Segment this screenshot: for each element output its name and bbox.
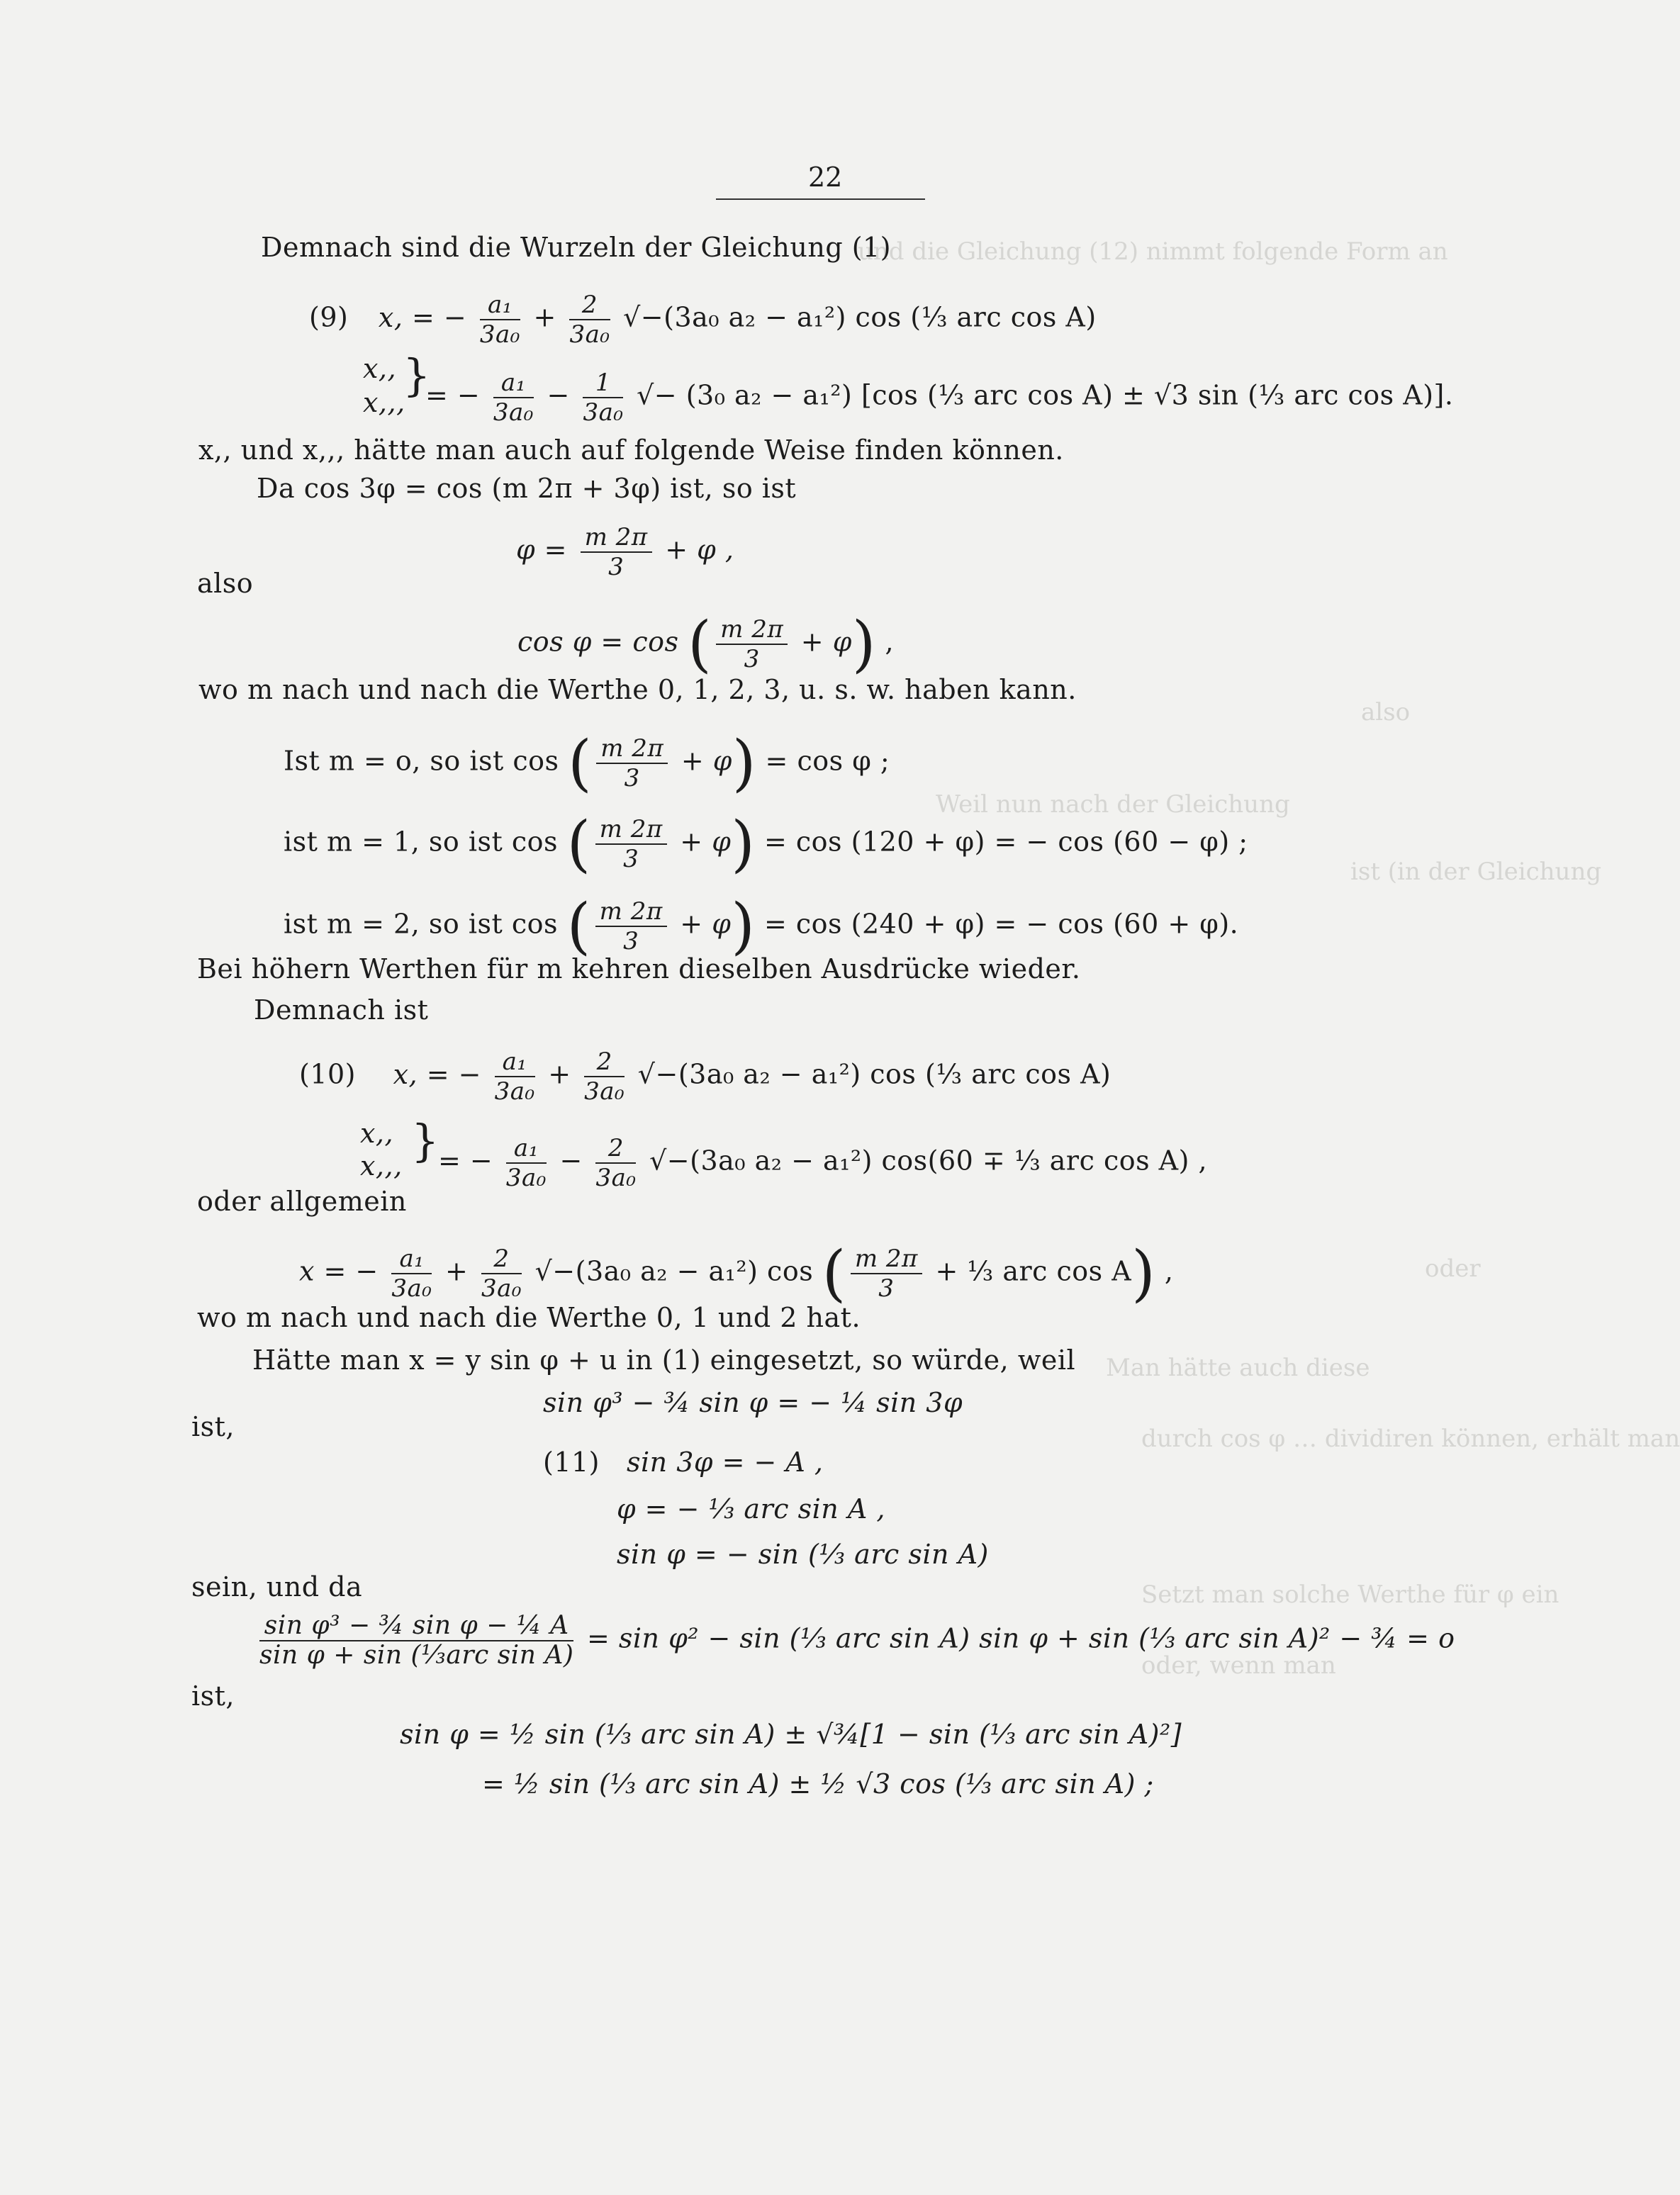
bleed-through-text: ist (in der Gleichung [1350,858,1602,886]
fraction-denominator: 3a₀ [505,1164,547,1192]
paren-close: ) [1131,1238,1156,1309]
text-line: wo m nach und nach die Werthe 0, 1, 2, 3, u. s. w. haben kann. [198,674,1077,705]
fraction [506,1134,547,1192]
fraction-numerator: 2 [595,1134,636,1164]
equation-lhs: Ist m = o, so ist cos [284,745,559,777]
fraction [391,1245,432,1303]
fraction-numerator: m 2π [595,815,667,845]
fraction-denominator: 3a₀ [595,1164,637,1192]
equation-sin-phi: sin φ = ½ sin (⅓ arc sin A) ± √¾[1 − sin (⅓ arc sin A)²] [400,1719,1182,1750]
variable-x2: x,, [363,353,397,384]
equation-lhs: = − [425,379,481,411]
equation-tail: + ⅓ arc cos A [935,1255,1132,1287]
equation-general [299,1238,1174,1309]
fraction-denominator: 3a₀ [493,398,534,427]
fraction-tail: + φ [680,908,732,940]
text-line: Bei höhern Werthen für m kehren dieselben Ausdrücke wieder. [197,953,1081,984]
operator: + [548,1058,571,1090]
fraction-denominator: 3a₀ [391,1274,432,1303]
fraction [569,291,610,349]
equation-label: (9) [309,301,349,333]
fraction-numerator: a₁ [495,1048,535,1077]
equation-lhs: x = − [299,1255,379,1287]
fraction-denominator: 3a₀ [481,1274,522,1303]
fraction-numerator: a₁ [506,1134,547,1164]
variable-x3: x,,, [360,1150,403,1181]
equation-rest: + φ , [665,534,734,566]
fraction [595,1134,636,1192]
operator: + [445,1255,469,1287]
paren-close: ) [731,809,756,880]
fraction [480,291,520,349]
operator: − [547,379,570,411]
bleed-through-text: und die Gleichung (12) nimmt folgende Form an [858,237,1448,266]
fraction [716,615,788,673]
equation-rest: + φ [800,626,852,658]
punctuation: , [1164,1255,1174,1287]
fraction-denominator: 3 [624,764,640,792]
equation-rhs: = sin φ² − sin (⅓ arc sin A) sin φ + sin (⅓ arc sin A)² − ¾ = o [586,1622,1455,1654]
fraction-numerator: sin φ³ − ¾ sin φ − ¼ A [259,1612,573,1641]
bleed-through-text: oder, wenn man [1141,1651,1336,1680]
fraction-numerator: 2 [584,1048,625,1077]
variable-x2: x,, [360,1118,394,1149]
text-line: oder allgemein [197,1186,407,1217]
fraction [584,1048,625,1106]
equation-phi [516,523,734,581]
equation-lhs: cos φ = cos [517,626,679,658]
equation-rest: √−(3a₀ a₂ − a₁²) cos(60 ∓ ⅓ arc cos A) , [649,1145,1208,1177]
bleed-through-text: Man hätte auch diese [1106,1354,1370,1382]
paren-open: ( [822,1238,846,1309]
equation-11a: sin 3φ = − A , [627,1447,824,1478]
fraction [583,369,623,427]
text-line: Demnach sind die Wurzeln der Gleichung (1) [261,232,892,263]
brace: } [411,1115,439,1167]
equation-9 [309,291,1097,349]
fraction [595,815,667,873]
fraction [493,369,534,427]
paren-close: ) [851,609,876,680]
variable-x3: x,,, [363,387,405,418]
equation-rhs: = cos φ ; [765,745,890,777]
fraction [259,1612,573,1670]
equation-11c: sin φ = − sin (⅓ arc sin A) [617,1539,989,1570]
operator: + [533,301,556,333]
equation-rest: √− (3₀ a₂ − a₁²) [cos (⅓ arc cos A) ± √3 sin (⅓ arc cos A)]. [637,379,1454,411]
fraction-denominator: 3a₀ [494,1077,535,1106]
page-number-rule [716,198,925,200]
fraction-tail: + φ [681,745,732,777]
paren-open: ( [568,728,593,799]
equation-lhs: ist m = 1, so ist cos [284,826,558,858]
equation-m0 [284,728,890,799]
text-line: Da cos 3φ = cos (m 2π + 3φ) ist, so ist [257,473,797,504]
equation-10b [438,1134,1207,1192]
paren-open: ( [566,891,591,962]
equation-lhs: = − [438,1145,493,1177]
paren-open: ( [688,609,712,680]
equation-quotient [259,1612,1455,1670]
bleed-through-text: oder [1425,1254,1481,1283]
bleed-through-text: Setzt man solche Werthe für φ ein [1141,1581,1559,1609]
equation-rest: √−(3a₀ a₂ − a₁²) cos (⅓ arc cos A) [637,1058,1111,1090]
bleed-through-text: Weil nun nach der Gleichung [936,790,1290,819]
fraction-denominator: sin φ + sin (⅓arc sin A) [259,1641,574,1670]
bleed-through-text: also [1361,698,1411,726]
text-line: sein, und da [191,1571,363,1602]
equation-9b [425,369,1453,427]
punctuation: , [885,626,895,658]
fraction-denominator: 3 [623,927,639,955]
equation-cos-phi [517,609,895,680]
fraction-numerator: m 2π [851,1245,922,1274]
fraction-numerator: m 2π [581,523,652,553]
fraction-denominator: 3 [744,645,760,673]
text-line: ist, [191,1411,235,1442]
equation-lhs: x, = − [378,301,467,333]
fraction-numerator: 2 [481,1245,522,1274]
fraction-numerator: 2 [569,291,610,320]
brace: } [403,349,431,401]
text-line: Hätte man x = y sin φ + u in (1) eingesetzt, so würde, weil [252,1344,1076,1376]
fraction-denominator: 3a₀ [479,320,520,349]
fraction-denominator: 3a₀ [583,398,624,427]
fraction [581,523,652,581]
fraction [851,1245,922,1303]
text-line: Demnach ist [254,994,429,1026]
text-line: ist, [191,1680,235,1712]
text-line: x,, und x,,, hätte man auch auf folgende Weise finden können. [198,434,1064,466]
paren-open: ( [566,809,591,880]
equation-rhs: = cos (120 + φ) = − cos (60 − φ) ; [763,826,1248,858]
fraction-denominator: 3 [623,845,639,873]
fraction [595,897,667,955]
fraction-denominator: 3 [608,553,625,581]
equation-lhs: φ = [516,534,568,566]
equation-11b: φ = − ⅓ arc sin A , [617,1493,885,1525]
fraction-numerator: m 2π [716,615,788,645]
fraction-numerator: a₁ [480,291,520,320]
equation-sin-phi-cont: = ½ sin (⅓ arc sin A) ± ½ √3 cos (⅓ arc sin A) ; [482,1768,1154,1800]
fraction-denominator: 3 [878,1274,895,1303]
equation-10 [299,1048,1111,1106]
fraction-numerator: a₁ [391,1245,432,1274]
paren-close: ) [731,891,756,962]
equation-11-label: (11) [543,1447,600,1478]
equation-m2 [284,891,1239,962]
fraction-numerator: 1 [583,369,623,398]
fraction-tail: + φ [680,826,732,858]
fraction [596,734,668,792]
fraction-numerator: m 2π [596,734,668,764]
operator: − [559,1145,583,1177]
text-line: wo m nach und nach die Werthe 0, 1 und 2 hat. [197,1302,861,1333]
equation-sin-cubic: sin φ³ − ¾ sin φ = − ¼ sin 3φ [543,1387,963,1418]
fraction [495,1048,535,1106]
fraction-numerator: a₁ [493,369,534,398]
equation-lhs: ist m = 2, so ist cos [284,908,558,940]
text-line: also [197,568,254,599]
fraction-denominator: 3a₀ [569,320,610,349]
paren-close: ) [732,728,756,799]
equation-mid: √−(3a₀ a₂ − a₁²) cos [534,1255,814,1287]
page-number: 22 [808,162,843,193]
equation-rest: √−(3a₀ a₂ − a₁²) cos (⅓ arc cos A) [623,301,1097,333]
bleed-through-text: durch cos φ … dividiren können, erhält man [1141,1425,1680,1453]
fraction [481,1245,522,1303]
equation-lhs: x, = − [393,1058,481,1090]
equation-rhs: = cos (240 + φ) = − cos (60 + φ). [763,908,1239,940]
fraction-denominator: 3a₀ [584,1077,625,1106]
fraction-numerator: m 2π [595,897,667,927]
equation-m1 [284,809,1248,880]
equation-label: (10) [299,1058,357,1090]
